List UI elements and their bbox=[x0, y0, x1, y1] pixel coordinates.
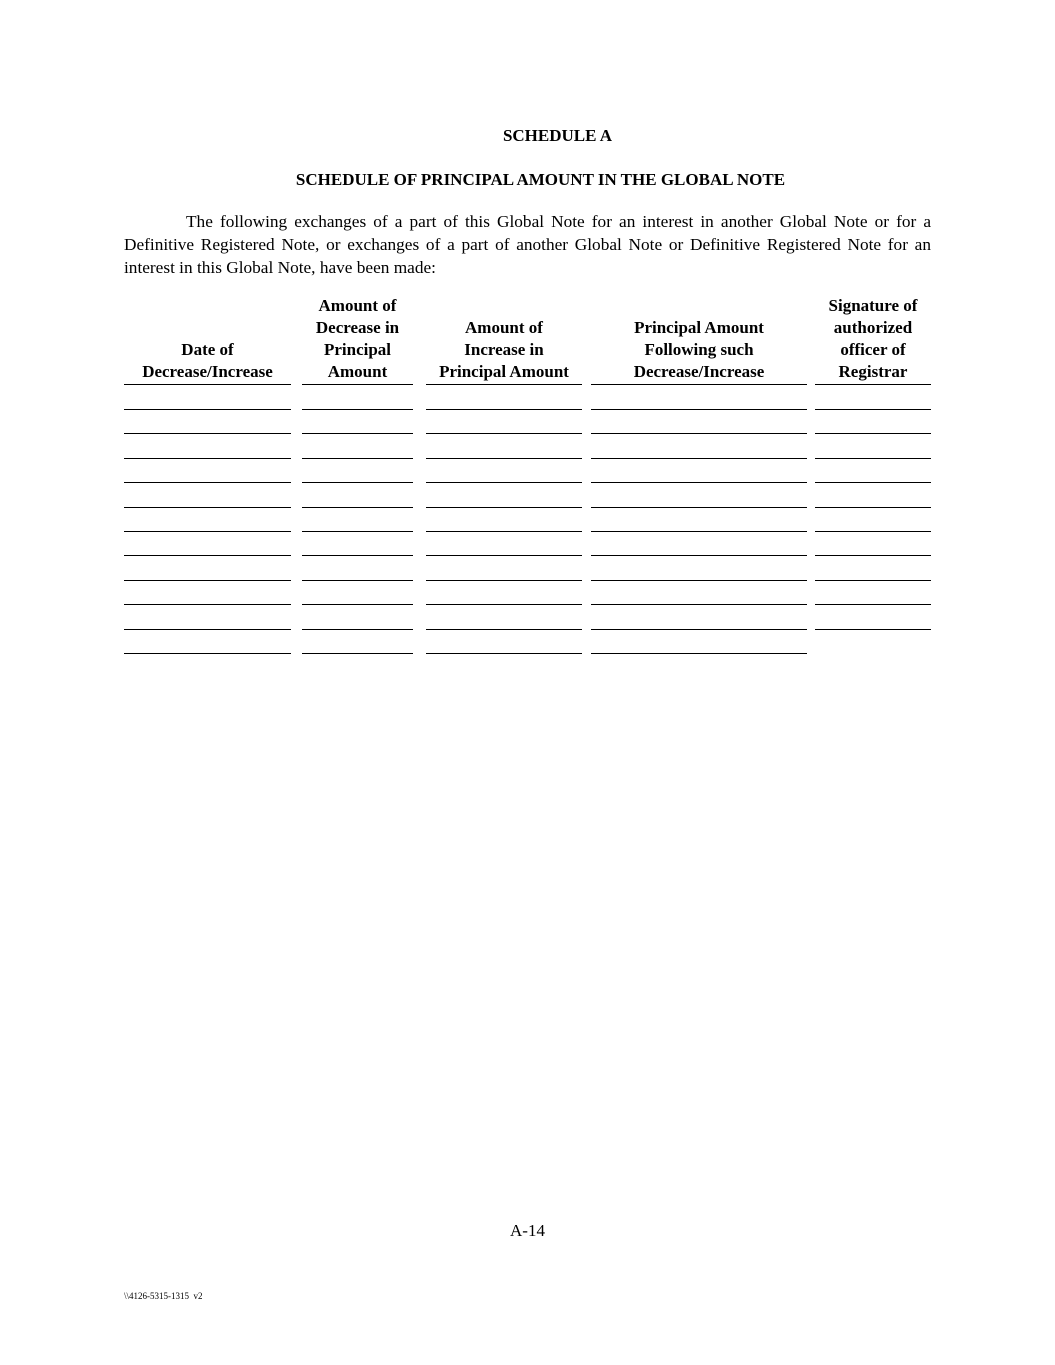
column-header-line: Increase in bbox=[464, 340, 544, 359]
blank-entry-line bbox=[124, 409, 291, 410]
blank-entry-line bbox=[302, 507, 413, 508]
column-header-line: Principal Amount bbox=[439, 362, 569, 381]
column-header-increase-amount bbox=[426, 317, 582, 385]
column-header-line: officer of bbox=[840, 340, 906, 359]
column-header-decrease-amount bbox=[302, 295, 413, 385]
blank-entry-line bbox=[302, 433, 413, 434]
blank-entry-line bbox=[124, 507, 291, 508]
blank-entry-line bbox=[302, 580, 413, 581]
page-number: A-14 bbox=[510, 1221, 545, 1240]
blank-entry-line bbox=[815, 531, 931, 532]
column-header-line: Decrease/Increase bbox=[142, 362, 273, 381]
blank-entry-line bbox=[302, 458, 413, 459]
intro-paragraph: The following exchanges of a part of this Global Note for an interest in another Global Note or for a Definitive Registered Note, or exchanges of a part of another Global Note or Definitive Registered Note for an interest in this Global Note, have been made: bbox=[124, 212, 931, 277]
blank-entry-line bbox=[591, 409, 807, 410]
blank-entry-line bbox=[815, 482, 931, 483]
blank-entry-line bbox=[426, 653, 582, 654]
blank-entry-line bbox=[124, 433, 291, 434]
column-header-line: Amount of bbox=[465, 318, 543, 337]
blank-entry-line bbox=[426, 580, 582, 581]
blank-entry-line bbox=[591, 458, 807, 459]
column-header-line: Signature of bbox=[828, 296, 918, 315]
column-header-line: Amount bbox=[327, 362, 388, 381]
blank-entry-line bbox=[302, 531, 413, 532]
blank-entry-line bbox=[302, 555, 413, 556]
blank-entry-line bbox=[815, 433, 931, 434]
blank-entry-line bbox=[591, 604, 807, 605]
blank-entry-line bbox=[124, 580, 291, 581]
column-header-principal-following bbox=[591, 317, 807, 385]
blank-entry-line bbox=[426, 604, 582, 605]
blank-entry-line bbox=[124, 555, 291, 556]
blank-entry-line bbox=[426, 629, 582, 630]
blank-entry-line bbox=[815, 580, 931, 581]
column-header-line: Date of bbox=[181, 340, 234, 359]
blank-entry-line bbox=[815, 409, 931, 410]
column-header-line: Principal bbox=[323, 340, 392, 359]
blank-entry-line bbox=[591, 531, 807, 532]
blank-entry-line bbox=[591, 482, 807, 483]
blank-entry-line bbox=[815, 507, 931, 508]
schedule-subtitle: SCHEDULE OF PRINCIPAL AMOUNT IN THE GLOBAL NOTE bbox=[295, 170, 786, 189]
blank-entry-line bbox=[124, 458, 291, 459]
column-header-line: Amount of bbox=[318, 296, 397, 315]
blank-entry-line bbox=[426, 409, 582, 410]
blank-entry-line bbox=[124, 482, 291, 483]
blank-entry-line bbox=[124, 629, 291, 630]
column-header-line: Decrease in bbox=[315, 318, 400, 337]
column-header-line: Decrease/Increase bbox=[633, 362, 765, 381]
blank-entry-line bbox=[591, 555, 807, 556]
blank-entry-line bbox=[302, 629, 413, 630]
blank-entry-line bbox=[426, 555, 582, 556]
blank-entry-line bbox=[426, 507, 582, 508]
blank-entry-line bbox=[815, 555, 931, 556]
schedule-title: SCHEDULE A bbox=[502, 126, 613, 145]
column-header-registrar-signature bbox=[815, 295, 931, 385]
blank-entry-line bbox=[815, 458, 931, 459]
blank-entry-line bbox=[302, 482, 413, 483]
blank-entry-line bbox=[302, 604, 413, 605]
blank-entry-line bbox=[591, 580, 807, 581]
blank-entry-line bbox=[426, 433, 582, 434]
column-header-line: Registrar bbox=[838, 362, 908, 381]
column-header-date bbox=[124, 339, 291, 385]
blank-entry-line bbox=[815, 604, 931, 605]
blank-entry-line bbox=[426, 482, 582, 483]
blank-entry-line bbox=[302, 653, 413, 654]
blank-entry-line bbox=[426, 531, 582, 532]
blank-entry-line bbox=[124, 653, 291, 654]
blank-entry-line bbox=[591, 507, 807, 508]
blank-entry-line bbox=[124, 604, 291, 605]
column-header-line: Principal Amount bbox=[634, 318, 764, 337]
blank-entry-line bbox=[591, 653, 807, 654]
blank-entry-line bbox=[302, 409, 413, 410]
document-id: \\4126-5315-1315 v2 bbox=[124, 1291, 203, 1301]
blank-entry-line bbox=[591, 629, 807, 630]
blank-entry-line bbox=[591, 433, 807, 434]
blank-entry-line bbox=[124, 531, 291, 532]
blank-entry-line bbox=[426, 458, 582, 459]
column-header-line: Following such bbox=[644, 340, 754, 359]
blank-entry-line bbox=[815, 629, 931, 630]
column-header-line: authorized bbox=[833, 318, 913, 337]
